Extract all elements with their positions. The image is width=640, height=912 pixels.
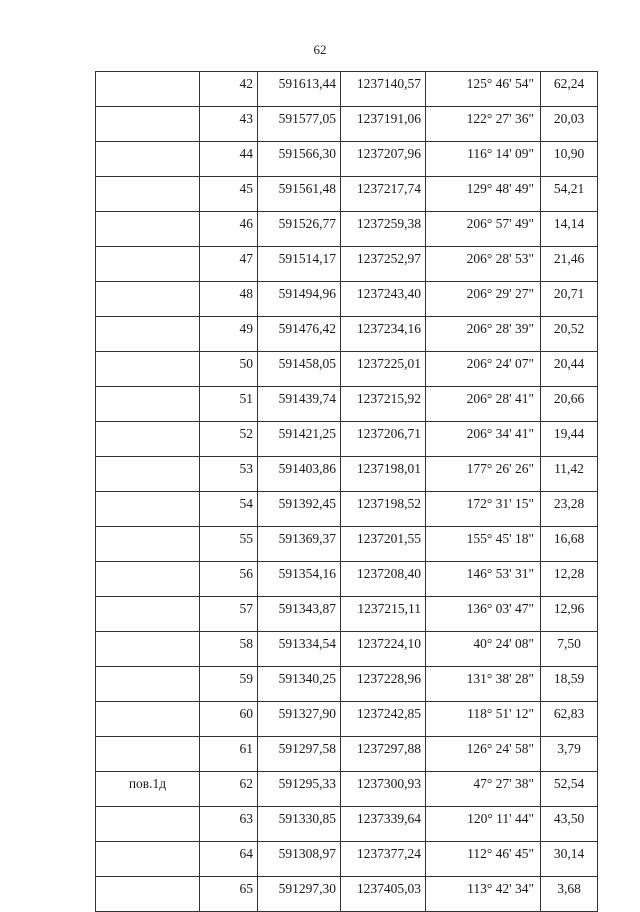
table-row [96,387,598,422]
point-label-cell [96,702,200,737]
page-number: 62 [313,42,327,57]
table-row [96,737,598,772]
point-number-cell: 44 [200,142,258,177]
table-row [96,212,598,247]
x-coordinate-cell: 591494,96 [258,282,341,317]
direction-angle-cell: 206° 24' 07" [426,352,541,387]
point-label-cell [96,107,200,142]
point-number-cell: 49 [200,317,258,352]
point-label-cell [96,352,200,387]
point-number-cell: 43 [200,107,258,142]
x-coordinate-cell: 591343,87 [258,597,341,632]
point-label-cell [96,842,200,877]
point-number-cell: 48 [200,282,258,317]
x-coordinate-cell: 591354,16 [258,562,341,597]
direction-angle-cell: 129° 48' 49" [426,177,541,212]
y-coordinate-cell: 1237201,55 [341,527,426,562]
point-label-cell: пов.1д [96,772,200,807]
point-label-cell [96,667,200,702]
y-coordinate-cell: 1237225,01 [341,352,426,387]
point-label-cell [96,492,200,527]
x-coordinate-cell: 591295,33 [258,772,341,807]
y-coordinate-cell: 1237243,40 [341,282,426,317]
point-number-cell: 55 [200,527,258,562]
point-label-cell [96,282,200,317]
point-label-cell [96,737,200,772]
direction-angle-cell: 125° 46' 54" [426,72,541,107]
distance-cell: 11,42 [541,457,598,492]
distance-cell: 18,59 [541,667,598,702]
direction-angle-cell: 206° 28' 53" [426,247,541,282]
point-number-cell: 50 [200,352,258,387]
point-number-cell: 65 [200,877,258,912]
x-coordinate-cell: 591403,86 [258,457,341,492]
x-coordinate-cell: 591340,25 [258,667,341,702]
table-row [96,842,598,877]
y-coordinate-cell: 1237405,03 [341,877,426,912]
table-row [96,177,598,212]
table-row [96,807,598,842]
point-number-cell: 63 [200,807,258,842]
point-label-cell [96,597,200,632]
table-row [96,247,598,282]
point-label-cell [96,422,200,457]
point-label-cell [96,527,200,562]
table-row [96,457,598,492]
point-number-cell: 52 [200,422,258,457]
distance-cell: 20,03 [541,107,598,142]
point-label-cell [96,72,200,107]
x-coordinate-cell: 591577,05 [258,107,341,142]
direction-angle-cell: 113° 42' 34" [426,877,541,912]
point-number-cell: 47 [200,247,258,282]
table-row [96,597,598,632]
point-label-cell [96,212,200,247]
table-row [96,492,598,527]
x-coordinate-cell: 591392,45 [258,492,341,527]
point-number-cell: 54 [200,492,258,527]
distance-cell: 12,28 [541,562,598,597]
direction-angle-cell: 120° 11' 44" [426,807,541,842]
distance-cell: 30,14 [541,842,598,877]
y-coordinate-cell: 1237207,96 [341,142,426,177]
distance-cell: 14,14 [541,212,598,247]
point-number-cell: 57 [200,597,258,632]
distance-cell: 20,66 [541,387,598,422]
table-row [96,772,598,807]
x-coordinate-cell: 591613,44 [258,72,341,107]
point-number-cell: 60 [200,702,258,737]
point-number-cell: 51 [200,387,258,422]
table-row [96,527,598,562]
x-coordinate-cell: 591334,54 [258,632,341,667]
distance-cell: 7,50 [541,632,598,667]
x-coordinate-cell: 591526,77 [258,212,341,247]
distance-cell: 19,44 [541,422,598,457]
coordinates-table [95,71,598,912]
point-number-cell: 56 [200,562,258,597]
x-coordinate-cell: 591421,25 [258,422,341,457]
distance-cell: 3,79 [541,737,598,772]
point-number-cell: 58 [200,632,258,667]
point-number-cell: 42 [200,72,258,107]
point-label-cell [96,562,200,597]
y-coordinate-cell: 1237215,11 [341,597,426,632]
table-row [96,107,598,142]
table-row [96,877,598,912]
x-coordinate-cell: 591297,30 [258,877,341,912]
y-coordinate-cell: 1237297,88 [341,737,426,772]
point-label-cell [96,632,200,667]
direction-angle-cell: 206° 28' 39" [426,317,541,352]
point-label-cell [96,177,200,212]
y-coordinate-cell: 1237224,10 [341,632,426,667]
table-row [96,667,598,702]
y-coordinate-cell: 1237140,57 [341,72,426,107]
x-coordinate-cell: 591458,05 [258,352,341,387]
y-coordinate-cell: 1237217,74 [341,177,426,212]
table-row [96,317,598,352]
table-row [96,422,598,457]
point-label-cell [96,877,200,912]
x-coordinate-cell: 591327,90 [258,702,341,737]
point-label-cell [96,807,200,842]
point-label-cell [96,247,200,282]
y-coordinate-cell: 1237242,85 [341,702,426,737]
direction-angle-cell: 155° 45' 18" [426,527,541,562]
y-coordinate-cell: 1237208,40 [341,562,426,597]
y-coordinate-cell: 1237300,93 [341,772,426,807]
point-label-cell [96,457,200,492]
point-number-cell: 46 [200,212,258,247]
distance-cell: 16,68 [541,527,598,562]
y-coordinate-cell: 1237377,24 [341,842,426,877]
direction-angle-cell: 177° 26' 26" [426,457,541,492]
point-label-cell [96,387,200,422]
x-coordinate-cell: 591330,85 [258,807,341,842]
distance-cell: 23,28 [541,492,598,527]
table-row [96,632,598,667]
point-number-cell: 45 [200,177,258,212]
y-coordinate-cell: 1237191,06 [341,107,426,142]
y-coordinate-cell: 1237339,64 [341,807,426,842]
y-coordinate-cell: 1237198,01 [341,457,426,492]
point-number-cell: 59 [200,667,258,702]
y-coordinate-cell: 1237198,52 [341,492,426,527]
distance-cell: 20,52 [541,317,598,352]
distance-cell: 3,68 [541,877,598,912]
point-label-cell [96,317,200,352]
y-coordinate-cell: 1237215,92 [341,387,426,422]
distance-cell: 62,24 [541,72,598,107]
table-row [96,142,598,177]
distance-cell: 21,46 [541,247,598,282]
point-label-cell [96,142,200,177]
y-coordinate-cell: 1237234,16 [341,317,426,352]
table-row [96,72,598,107]
x-coordinate-cell: 591514,17 [258,247,341,282]
direction-angle-cell: 206° 29' 27" [426,282,541,317]
direction-angle-cell: 112° 46' 45" [426,842,541,877]
table-row [96,562,598,597]
distance-cell: 54,21 [541,177,598,212]
y-coordinate-cell: 1237206,71 [341,422,426,457]
distance-cell: 20,71 [541,282,598,317]
table-row [96,702,598,737]
direction-angle-cell: 118° 51' 12" [426,702,541,737]
y-coordinate-cell: 1237252,97 [341,247,426,282]
distance-cell: 52,54 [541,772,598,807]
table-row [96,352,598,387]
x-coordinate-cell: 591439,74 [258,387,341,422]
direction-angle-cell: 206° 28' 41" [426,387,541,422]
direction-angle-cell: 122° 27' 36" [426,107,541,142]
direction-angle-cell: 116° 14' 09" [426,142,541,177]
point-number-cell: 62 [200,772,258,807]
x-coordinate-cell: 591297,58 [258,737,341,772]
direction-angle-cell: 47° 27' 38" [426,772,541,807]
distance-cell: 43,50 [541,807,598,842]
direction-angle-cell: 146° 53' 31" [426,562,541,597]
x-coordinate-cell: 591308,97 [258,842,341,877]
x-coordinate-cell: 591566,30 [258,142,341,177]
x-coordinate-cell: 591476,42 [258,317,341,352]
direction-angle-cell: 136° 03' 47" [426,597,541,632]
direction-angle-cell: 172° 31' 15" [426,492,541,527]
distance-cell: 20,44 [541,352,598,387]
x-coordinate-cell: 591369,37 [258,527,341,562]
direction-angle-cell: 40° 24' 08" [426,632,541,667]
point-number-cell: 53 [200,457,258,492]
direction-angle-cell: 131° 38' 28" [426,667,541,702]
y-coordinate-cell: 1237259,38 [341,212,426,247]
table-row [96,282,598,317]
direction-angle-cell: 126° 24' 58" [426,737,541,772]
distance-cell: 10,90 [541,142,598,177]
x-coordinate-cell: 591561,48 [258,177,341,212]
y-coordinate-cell: 1237228,96 [341,667,426,702]
point-number-cell: 64 [200,842,258,877]
point-number-cell: 61 [200,737,258,772]
direction-angle-cell: 206° 57' 49" [426,212,541,247]
distance-cell: 62,83 [541,702,598,737]
distance-cell: 12,96 [541,597,598,632]
direction-angle-cell: 206° 34' 41" [426,422,541,457]
